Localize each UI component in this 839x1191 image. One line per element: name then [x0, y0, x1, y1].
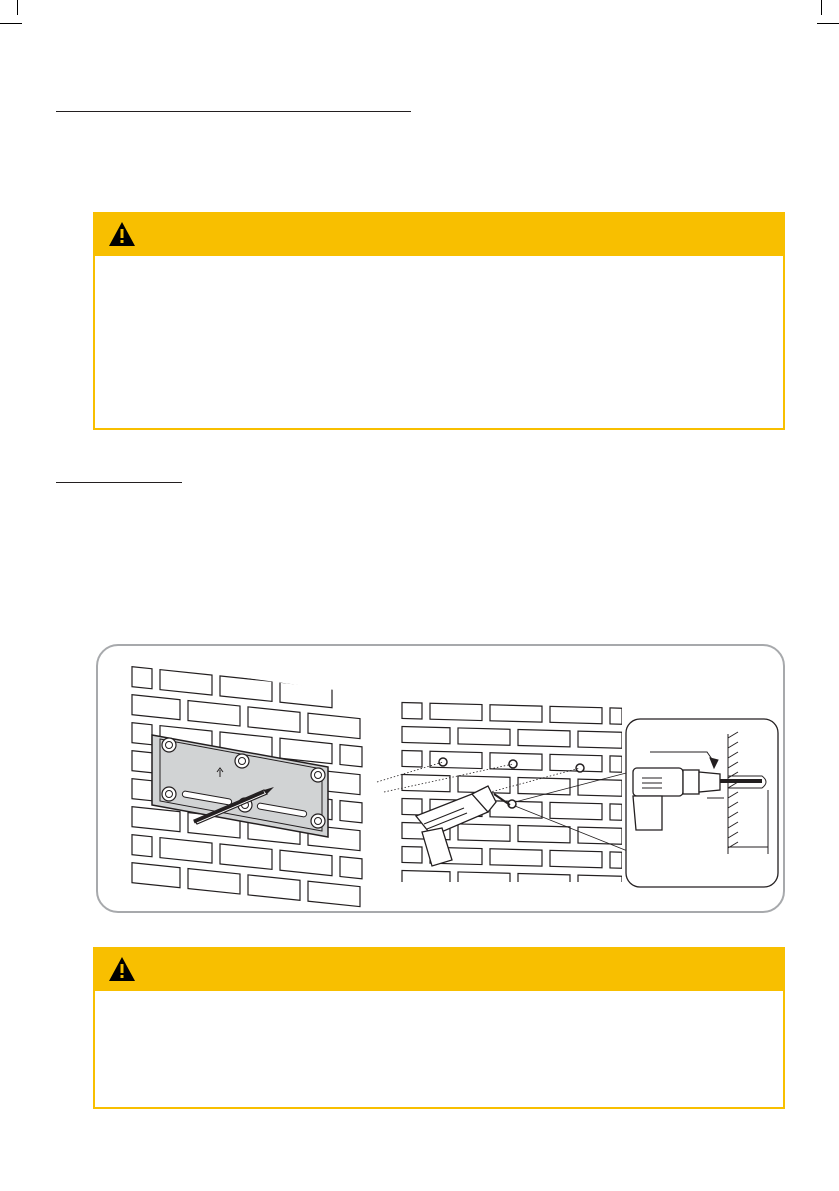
installation-illustration [96, 644, 785, 913]
warning-header-bar [95, 214, 783, 256]
warning-triangle-icon [108, 221, 136, 247]
mounting-bracket [152, 735, 328, 837]
warning-box-2 [93, 947, 785, 1109]
mounting-steps-svg [98, 646, 787, 915]
detail-connector-lines [515, 772, 630, 852]
crop-mark-top-left-h [0, 23, 22, 24]
sub-heading-underline [56, 482, 182, 483]
section-heading-underline [56, 111, 411, 112]
crop-mark-top-left-v [17, 0, 18, 15]
drill-left [416, 786, 510, 866]
warning-box-1 [93, 212, 785, 430]
crop-mark-top-right-v [821, 0, 822, 15]
crop-mark-top-right-h [817, 23, 839, 24]
drill-detail-inset [626, 719, 778, 887]
warning-header-bar [95, 949, 783, 991]
warning-triangle-icon [108, 956, 136, 982]
